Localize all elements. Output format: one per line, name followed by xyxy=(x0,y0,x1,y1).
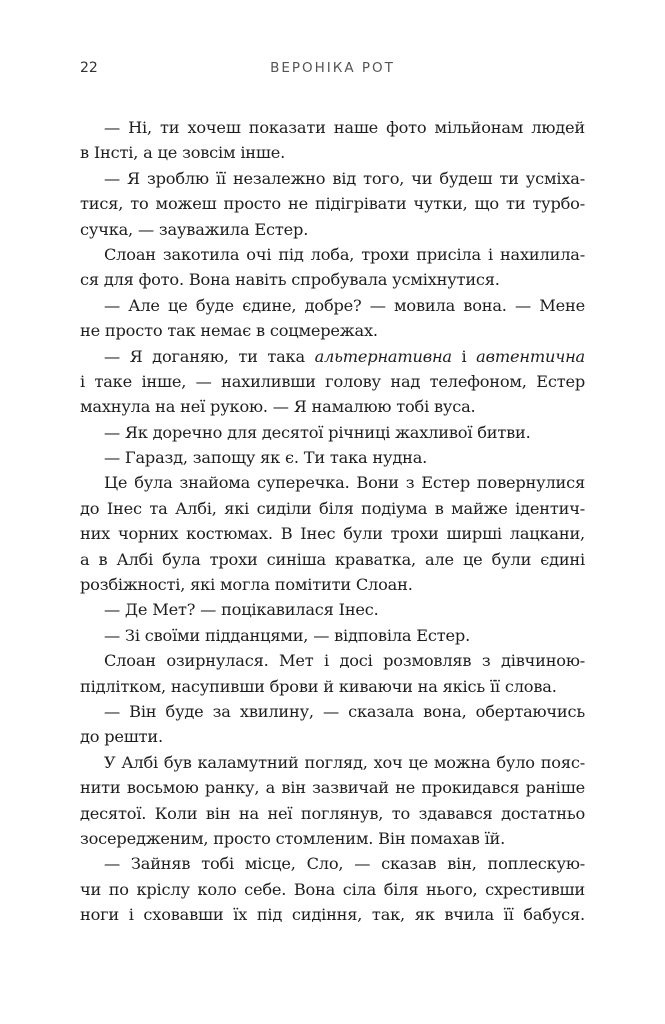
text-line: — Але це буде єдине, добре? — мовила вона. — Мене xyxy=(104,295,585,315)
text-line: до Інес та Албі, які сиділи біля подіума в майже ідентич- xyxy=(80,498,585,518)
text-line: підлітком, насупивши брови й киваючи на якісь її слова. xyxy=(80,676,557,696)
text-line: не просто так немає в соцмережах. xyxy=(80,321,378,341)
text-line: і таке інше, — нахиливши голову над телефоном, Естер xyxy=(80,371,585,391)
text-line: чи по кріслу коло себе. Вона сіла біля нього, схрестивши xyxy=(80,879,585,899)
text-line: зосередженим, просто стомленим. Він помахав їй. xyxy=(80,828,506,848)
text-line: — Я доганяю, ти така альтернативна і автентична xyxy=(104,346,585,366)
text-line: — Зі своїми підданцями, — відповіла Естер. xyxy=(104,625,471,645)
text-line: — Я зроблю її незалежно від того, чи будеш ти усміха- xyxy=(104,168,585,188)
text-line: Слоан закотила очі під лоба, трохи присіла і нахилила- xyxy=(104,244,585,264)
text-line: махнула на неї рукою. — Я намалюю тобі вуса. xyxy=(80,397,476,417)
text-line: У Албі був каламутний погляд, хоч це можна було пояс- xyxy=(104,752,585,772)
emphasis-word: альтернативна xyxy=(314,346,452,366)
text-line: Слоан озирнулася. Мет і досі розмовляв з дівчиною- xyxy=(104,651,585,671)
text-line: — Гаразд, запощу як є. Ти така нудна. xyxy=(104,448,428,468)
text-line: — Як доречно для десятої річниці жахливої битви. xyxy=(104,422,531,442)
text-line: в Інсті, а це зовсім інше. xyxy=(80,143,286,163)
text-line: нити восьмою ранку, а він зазвичай не прокидався раніше xyxy=(80,778,585,798)
text-line: тися, то можеш просто не підігрівати чутки, що ти турбо- xyxy=(80,194,585,214)
text-line: ся для фото. Вона навіть спробувала усміхнутися. xyxy=(80,270,500,290)
text-line: до решти. xyxy=(80,727,163,747)
body-text xyxy=(80,115,585,928)
text-line: — Де Мет? — поцікавилася Інес. xyxy=(104,600,379,620)
text-line: Це була знайома суперечка. Вони з Естер повернулися xyxy=(104,473,585,493)
page-number: 22 xyxy=(80,60,98,76)
running-head-author: ВЕРОНІКА РОТ xyxy=(270,60,395,76)
emphasis-word: автентична xyxy=(476,346,585,366)
text-line: а в Албі була трохи синіша краватка, але це були єдині xyxy=(80,549,585,569)
text-line: десятої. Коли він на неї поглянув, то здавався достатньо xyxy=(80,803,585,823)
text-line: — Він буде за хвилину, — сказала вона, обертаючись xyxy=(104,701,585,721)
text-line: сучка, — зауважила Естер. xyxy=(80,219,309,239)
text-line: розбіжності, які могла помітити Слоан. xyxy=(80,575,413,595)
text-line: них чорних костюмах. В Інес були трохи ширші лацкани, xyxy=(80,524,585,544)
text-line: ноги і сховавши їх під сидіння, так, як вчила її бабуся. xyxy=(80,905,585,925)
text-line: — Зайняв тобі місце, Сло, — сказав він, поплескую- xyxy=(104,854,585,874)
text-line: — Ні, ти хочеш показати наше фото мільйонам людей xyxy=(104,118,585,137)
